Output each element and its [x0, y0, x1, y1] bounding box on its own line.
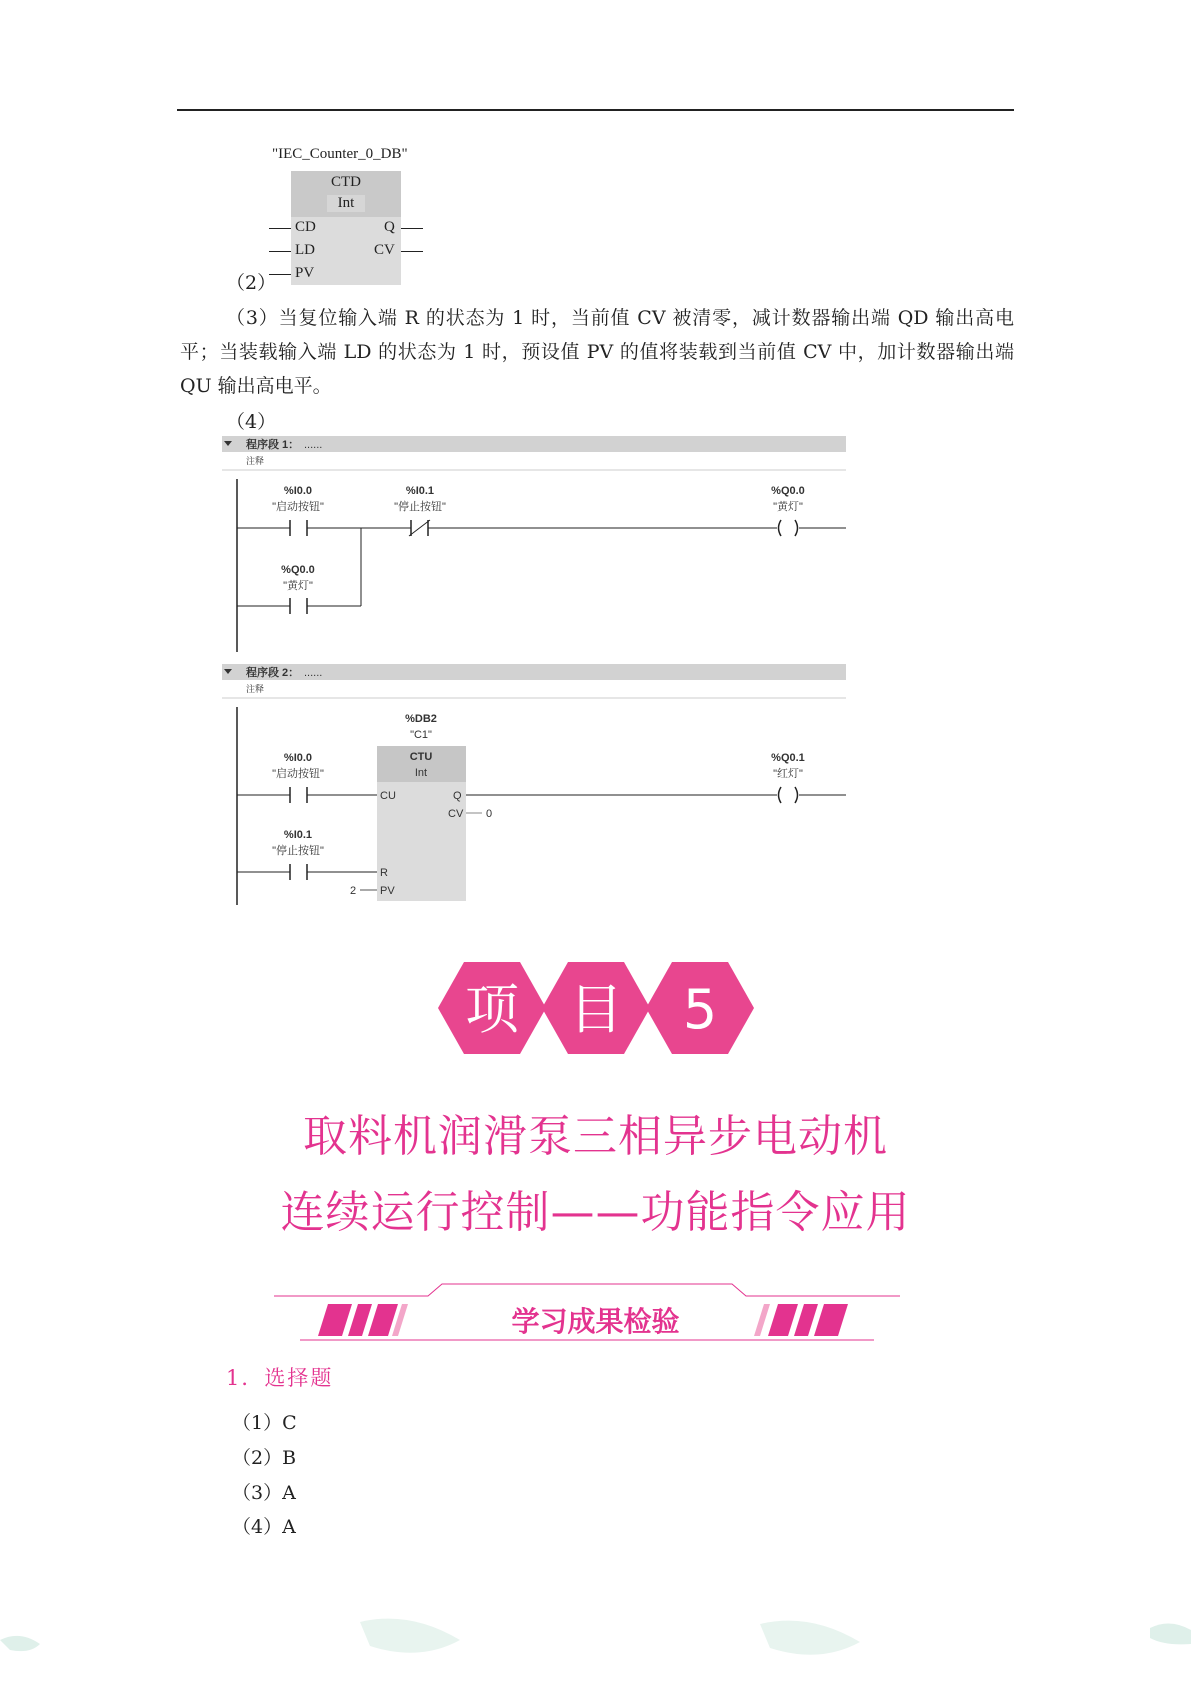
n2-contact2-addr: %I0.1 [283, 829, 313, 841]
n2-block-datatype: Int [414, 767, 428, 779]
coil-icon [779, 520, 782, 536]
n1-hold-addr: %Q0.0 [281, 564, 315, 576]
n1-coil-name: "黄灯" [773, 501, 803, 513]
network2-header: 程序段 2： [246, 667, 300, 679]
n2-db-addr: %DB2 [405, 713, 437, 725]
network1-header: 程序段 1： [246, 439, 300, 451]
answer-2-label: （2） [226, 272, 277, 294]
quiz-answer-4: （4）A [232, 1516, 296, 1538]
watermark-leaf-icon [360, 1619, 460, 1653]
n2-contact2-name: "停止按钮" [272, 845, 324, 857]
pin-pv: PV [295, 265, 315, 281]
fb-datatype: Int [327, 195, 365, 212]
n2-pv-value: 2 [350, 885, 357, 897]
watermark-leaf-icon [0, 1636, 40, 1651]
n2-cv-value: 0 [486, 808, 493, 820]
n2-block-type: CTU [409, 751, 433, 763]
n2-coil-addr: %Q0.1 [771, 752, 805, 764]
network2-header-dots: ...... [304, 667, 323, 679]
pin-ld: LD [295, 242, 315, 258]
banner-top-rule [274, 1284, 900, 1296]
n2-coil-name: "红灯" [773, 768, 803, 780]
watermark-leaf-icon [760, 1621, 860, 1655]
answer-4-label: （4） [226, 411, 277, 433]
n2-contact1-addr: %I0.0 [283, 752, 313, 764]
pin-cv: CV [374, 242, 395, 258]
section-banner-title: 学习成果检验 [511, 1305, 680, 1338]
n1-contact1-addr: %I0.0 [283, 485, 313, 497]
n2-db-name: "C1" [410, 729, 432, 741]
answer-3-text: （3）当复位输入端 R 的状态为 1 时，当前值 CV 被清零，减计数器输出端 QD 输出高电平；当装载输入端 LD 的状态为 1 时，预设值 PV 的值将装载到当前值 CV 中，加计数器输出端 QU 输出高电平。 [180, 307, 1014, 397]
n2-pin-q: Q [453, 790, 462, 802]
project-hex-badges [438, 962, 758, 1054]
fb-type: CTD [331, 174, 361, 190]
footer-watermark-decoration [0, 1610, 1191, 1680]
n2-pin-pv: PV [380, 885, 395, 897]
n1-coil-addr: %Q0.0 [771, 485, 805, 497]
network1-comment: 注释 [246, 456, 265, 466]
n2-pin-cu: CU [380, 790, 396, 802]
network2-comment: 注释 [246, 684, 265, 694]
hex-label-1: 项 [465, 978, 519, 1041]
watermark-leaf-icon [1150, 1623, 1191, 1644]
network1-header-dots: ...... [304, 439, 323, 451]
n2-pin-cv: CV [448, 808, 464, 820]
pin-cd: CD [295, 219, 316, 235]
project-title-line1: 取料机润滑泵三相异步电动机 [303, 1111, 888, 1162]
fb-instance-name: "IEC_Counter_0_DB" [272, 146, 408, 162]
n1-contact2-name: "停止按钮" [394, 501, 446, 513]
hex-label-2: 目 [569, 978, 623, 1041]
quiz-heading: 1．选择题 [226, 1366, 334, 1390]
coil-icon [779, 787, 782, 803]
project-title-line2: 连续运行控制——功能指令应用 [280, 1187, 911, 1238]
n1-contact2-addr: %I0.1 [405, 485, 435, 497]
n1-hold-name: "黄灯" [283, 580, 313, 592]
hex-label-3: 5 [682, 978, 718, 1041]
quiz-answer-2: （2）B [232, 1447, 297, 1469]
quiz-answer-3: （3）A [232, 1482, 296, 1504]
n2-contact1-name: "启动按钮" [272, 768, 324, 780]
n2-pin-r: R [380, 867, 388, 879]
pin-q: Q [384, 219, 395, 235]
quiz-answer-1: （1）C [232, 1412, 297, 1434]
n1-contact1-name: "启动按钮" [272, 501, 324, 513]
